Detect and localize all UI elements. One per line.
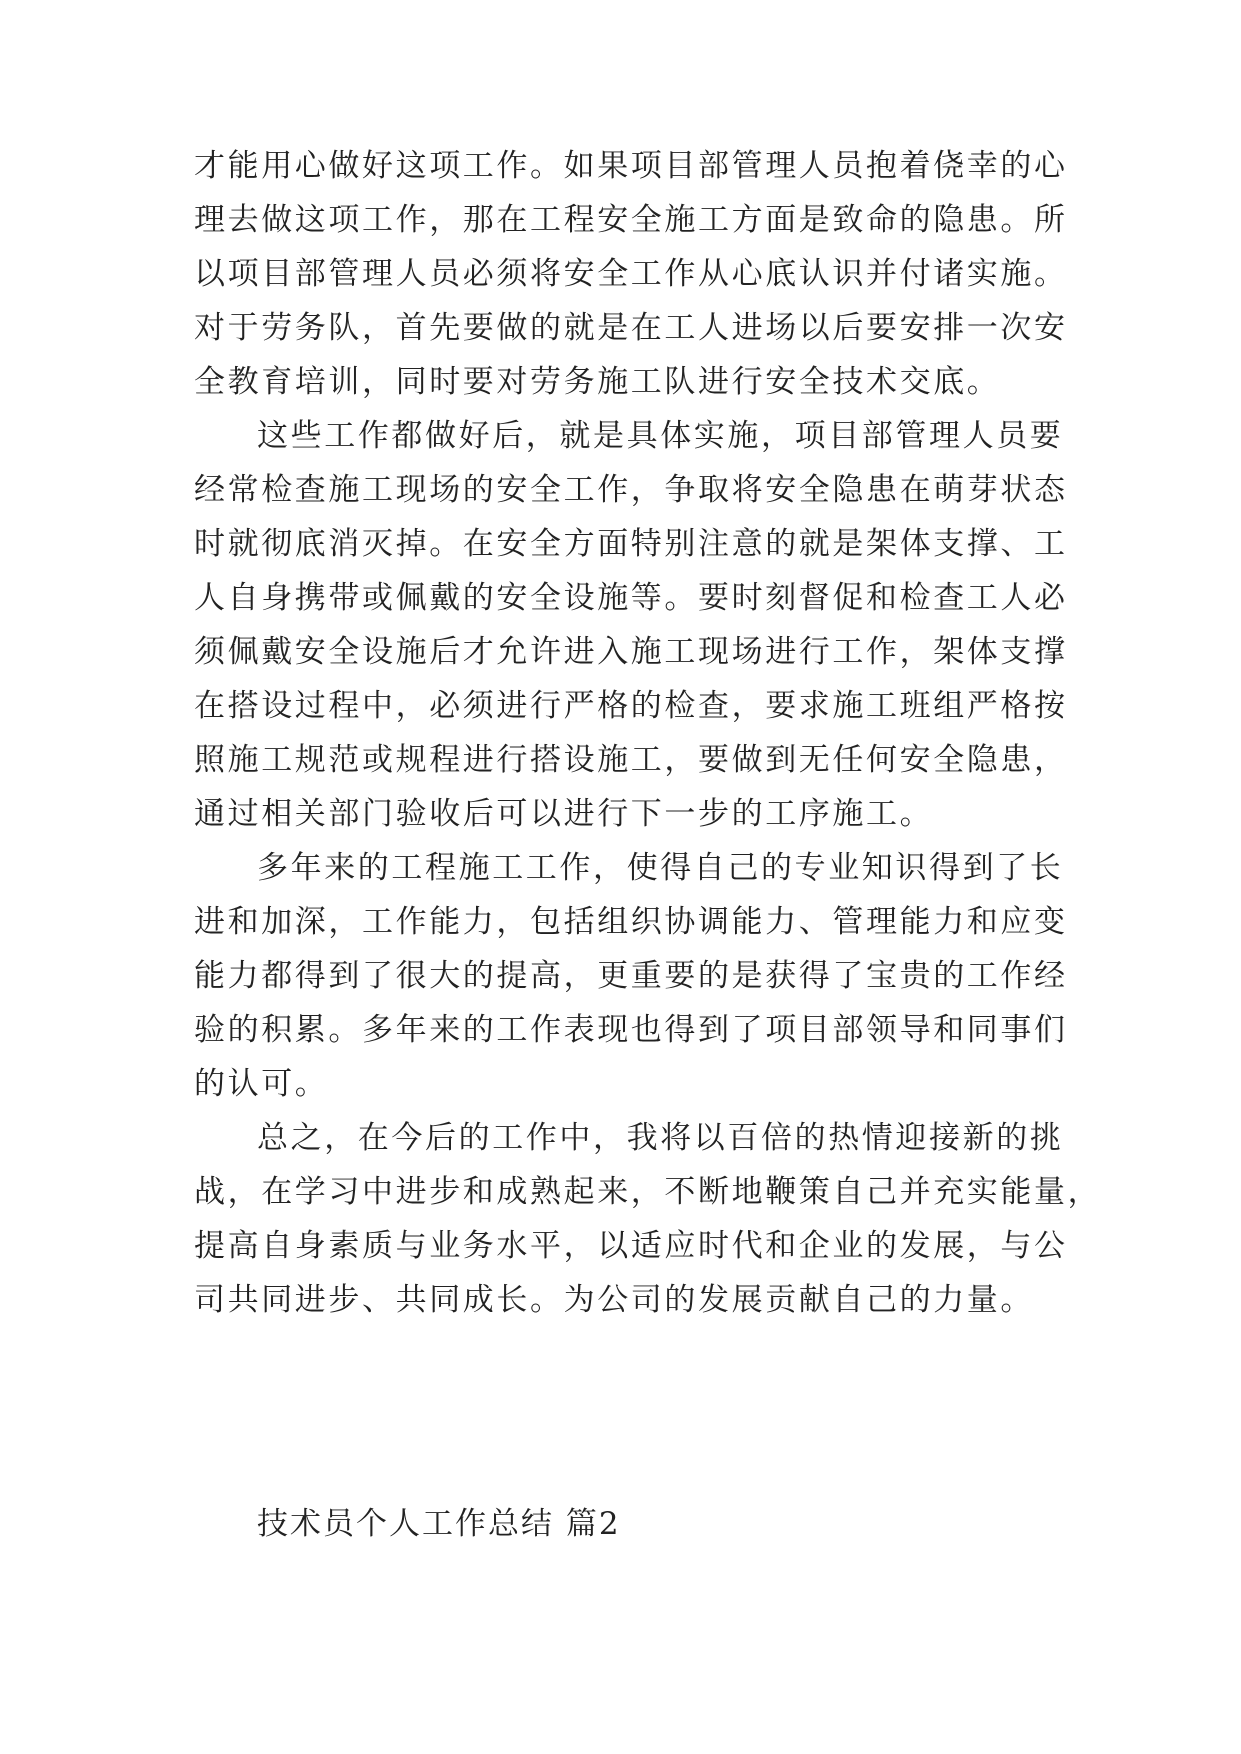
text-line: 时就彻底消灭掉。在安全方面特别注意的就是架体支撑、工 <box>194 526 1068 562</box>
text-line: 司共同进步、共同成长。为公司的发展贡献自己的力量。 <box>194 1282 1034 1318</box>
paragraph-first-line: 多年来的工程施工工作，使得自己的专业知识得到了长 <box>257 850 1064 886</box>
paragraph-first-line: 总之，在今后的工作中，我将以百倍的热情迎接新的挑 <box>257 1120 1064 1156</box>
text-line: 提高自身素质与业务水平，以适应时代和企业的发展，与公 <box>194 1228 1068 1264</box>
text-line: 能力都得到了很大的提高，更重要的是获得了宝贵的工作经 <box>194 958 1068 994</box>
text-line: 须佩戴安全设施后才允许进入施工现场进行工作，架体支撑 <box>194 634 1068 670</box>
text-line: 战，在学习中进步和成熟起来，不断地鞭策自己并充实能量， <box>194 1174 1102 1210</box>
text-line: 验的积累。多年来的工作表现也得到了项目部领导和同事们 <box>194 1012 1068 1048</box>
text-line: 对于劳务队，首先要做的就是在工人进场以后要安排一次安 <box>194 310 1068 346</box>
text-line: 照施工规范或规程进行搭设施工，要做到无任何安全隐患， <box>194 742 1068 778</box>
text-line: 进和加深，工作能力，包括组织协调能力、管理能力和应变 <box>194 904 1068 940</box>
paragraph-first-line: 这些工作都做好后，就是具体实施，项目部管理人员要 <box>257 418 1064 454</box>
text-line: 才能用心做好这项工作。如果项目部管理人员抱着侥幸的心 <box>194 148 1068 184</box>
text-line: 的认可。 <box>194 1066 329 1102</box>
text-line: 通过相关部门验收后可以进行下一步的工序施工。 <box>194 796 934 832</box>
text-line: 全教育培训，同时要对劳务施工队进行安全技术交底。 <box>194 364 1001 400</box>
section-heading: 技术员个人工作总结 篇2 <box>257 1506 621 1542</box>
text-line: 在搭设过程中，必须进行严格的检查，要求施工班组严格按 <box>194 688 1068 724</box>
text-line: 以项目部管理人员必须将安全工作从心底认识并付诸实施。 <box>194 256 1068 292</box>
text-line: 理去做这项工作，那在工程安全施工方面是致命的隐患。所 <box>194 202 1068 238</box>
text-line: 人自身携带或佩戴的安全设施等。要时刻督促和检查工人必 <box>194 580 1068 616</box>
text-line: 经常检查施工现场的安全工作，争取将安全隐患在萌芽状态 <box>194 472 1068 508</box>
